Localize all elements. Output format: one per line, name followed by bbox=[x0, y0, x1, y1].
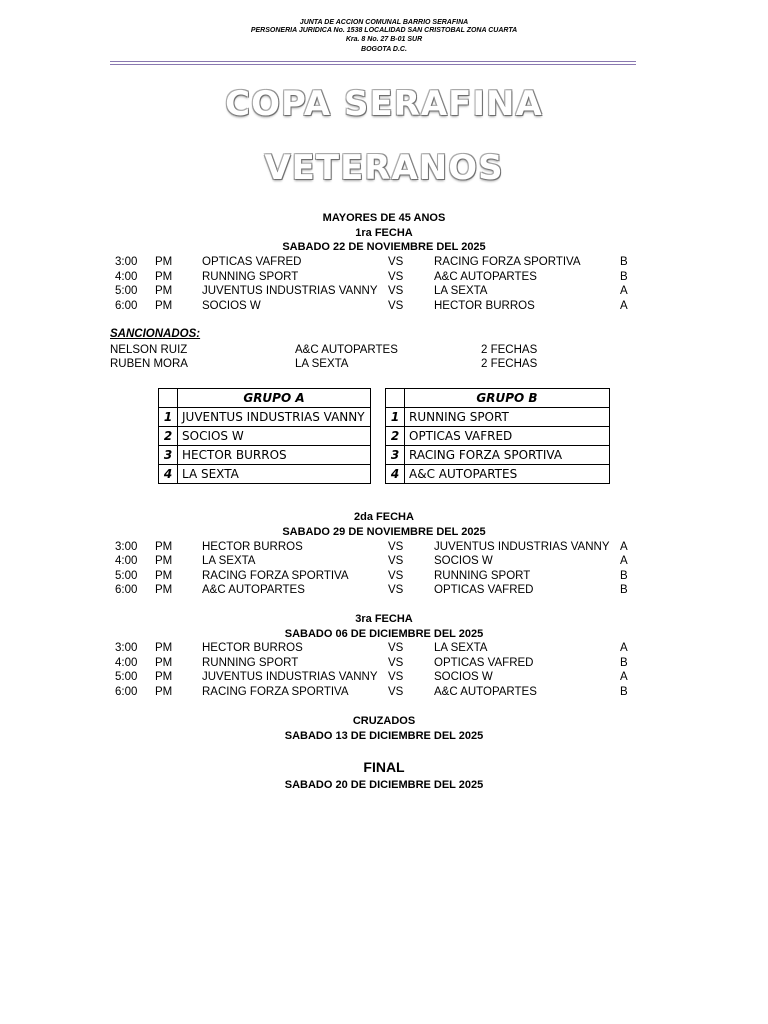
away-team: OPTICAS VAFRED bbox=[434, 584, 534, 596]
match-row bbox=[0, 583, 768, 598]
match-group: A bbox=[620, 300, 628, 312]
match-row bbox=[0, 255, 768, 270]
team-name: RACING FORZA SPORTIVA bbox=[405, 446, 610, 465]
home-team: HECTOR BURROS bbox=[202, 642, 303, 654]
round1-date: SABADO 22 DE NOVIEMBRE DEL 2025 bbox=[282, 241, 486, 253]
header-rule-bottom bbox=[110, 64, 636, 65]
away-team: SOCIOS W bbox=[434, 555, 493, 567]
match-ampm: PM bbox=[155, 300, 173, 312]
versus: VS bbox=[388, 285, 404, 297]
category-title: VETERANOS bbox=[264, 148, 504, 188]
team-name: A&C AUTOPARTES bbox=[405, 465, 610, 484]
match-time: 3:00 bbox=[115, 256, 138, 268]
home-team: LA SEXTA bbox=[202, 555, 256, 567]
match-ampm: PM bbox=[155, 285, 173, 297]
versus: VS bbox=[388, 657, 404, 669]
away-team: OPTICAS VAFRED bbox=[434, 657, 534, 669]
match-group: B bbox=[620, 584, 628, 596]
sanction-row bbox=[0, 343, 768, 358]
penalty: 2 FECHAS bbox=[481, 344, 538, 356]
versus: VS bbox=[388, 570, 404, 582]
match-time: 5:00 bbox=[115, 671, 138, 683]
group-b-table bbox=[385, 388, 610, 484]
match-row bbox=[0, 299, 768, 314]
match-ampm: PM bbox=[155, 686, 173, 698]
match-time: 3:00 bbox=[115, 541, 138, 553]
match-row bbox=[0, 540, 768, 555]
round3-name: 3ra FECHA bbox=[355, 613, 413, 625]
player-team: A&C AUTOPARTES bbox=[295, 344, 398, 356]
team-name: HECTOR BURROS bbox=[178, 446, 371, 465]
match-group: A bbox=[620, 671, 628, 683]
group-a-title: GRUPO A bbox=[178, 389, 371, 408]
team-name: OPTICAS VAFRED bbox=[405, 427, 610, 446]
versus: VS bbox=[388, 300, 404, 312]
match-time: 4:00 bbox=[115, 657, 138, 669]
header-blank bbox=[386, 389, 405, 408]
match-group: A bbox=[620, 555, 628, 567]
match-time: 6:00 bbox=[115, 584, 138, 596]
rank: 2 bbox=[159, 427, 178, 446]
versus: VS bbox=[388, 671, 404, 683]
round3-date: SABADO 06 DE DICIEMBRE DEL 2025 bbox=[284, 628, 484, 640]
team-name: SOCIOS W bbox=[178, 427, 371, 446]
versus: VS bbox=[388, 686, 404, 698]
player-name: NELSON RUIZ bbox=[110, 344, 188, 356]
table-row bbox=[159, 427, 371, 446]
match-row bbox=[0, 284, 768, 299]
away-team: RUNNING SPORT bbox=[434, 570, 531, 582]
header-rule-top bbox=[110, 61, 636, 62]
group-b-title: GRUPO B bbox=[405, 389, 610, 408]
away-team: HECTOR BURROS bbox=[434, 300, 535, 312]
match-row bbox=[0, 685, 768, 700]
table-row bbox=[386, 408, 610, 427]
match-group: B bbox=[620, 271, 628, 283]
home-team: RUNNING SPORT bbox=[202, 657, 299, 669]
penalty: 2 FECHAS bbox=[481, 358, 538, 370]
versus: VS bbox=[388, 256, 404, 268]
match-ampm: PM bbox=[155, 570, 173, 582]
final-date: SABADO 20 DE DICIEMBRE DEL 2025 bbox=[284, 779, 484, 791]
away-team: JUVENTUS INDUSTRIAS VANNY bbox=[434, 541, 610, 553]
match-time: 5:00 bbox=[115, 570, 138, 582]
home-team: OPTICAS VAFRED bbox=[202, 256, 302, 268]
player-team: LA SEXTA bbox=[295, 358, 349, 370]
sanction-row bbox=[0, 357, 768, 372]
versus: VS bbox=[388, 541, 404, 553]
home-team: HECTOR BURROS bbox=[202, 541, 303, 553]
org-name: JUNTA DE ACCION COMUNAL BARRIO SERAFINA bbox=[299, 19, 469, 26]
rank: 2 bbox=[386, 427, 405, 446]
player-name: RUBEN MORA bbox=[110, 358, 188, 370]
table-row bbox=[159, 465, 371, 484]
crossover-title: CRUZADOS bbox=[352, 715, 416, 727]
versus: VS bbox=[388, 584, 404, 596]
match-group: B bbox=[620, 686, 628, 698]
match-time: 4:00 bbox=[115, 555, 138, 567]
tournament-title: COPA SERAFINA bbox=[225, 84, 543, 124]
away-team: RACING FORZA SPORTIVA bbox=[434, 256, 581, 268]
match-group: B bbox=[620, 570, 628, 582]
match-group: B bbox=[620, 256, 628, 268]
match-time: 4:00 bbox=[115, 271, 138, 283]
match-time: 6:00 bbox=[115, 686, 138, 698]
rank: 4 bbox=[386, 465, 405, 484]
home-team: RACING FORZA SPORTIVA bbox=[202, 570, 349, 582]
table-row bbox=[159, 446, 371, 465]
match-row bbox=[0, 569, 768, 584]
crossover-date: SABADO 13 DE DICIEMBRE DEL 2025 bbox=[284, 730, 484, 742]
match-ampm: PM bbox=[155, 671, 173, 683]
match-ampm: PM bbox=[155, 584, 173, 596]
match-ampm: PM bbox=[155, 555, 173, 567]
match-row bbox=[0, 641, 768, 656]
round1-name: 1ra FECHA bbox=[355, 227, 413, 239]
match-ampm: PM bbox=[155, 642, 173, 654]
table-row bbox=[386, 465, 610, 484]
versus: VS bbox=[388, 642, 404, 654]
match-group: A bbox=[620, 541, 628, 553]
home-team: SOCIOS W bbox=[202, 300, 261, 312]
away-team: LA SEXTA bbox=[434, 285, 488, 297]
match-group: A bbox=[620, 642, 628, 654]
age-category: MAYORES DE 45 ANOS bbox=[322, 212, 446, 224]
away-team: SOCIOS W bbox=[434, 671, 493, 683]
match-row bbox=[0, 554, 768, 569]
table-row bbox=[159, 408, 371, 427]
round2-name: 2da FECHA bbox=[354, 511, 414, 523]
header-blank bbox=[159, 389, 178, 408]
match-ampm: PM bbox=[155, 657, 173, 669]
rank: 1 bbox=[386, 408, 405, 427]
rank: 1 bbox=[159, 408, 178, 427]
team-name: RUNNING SPORT bbox=[405, 408, 610, 427]
city: BOGOTA D.C. bbox=[361, 46, 407, 53]
match-ampm: PM bbox=[155, 541, 173, 553]
away-team: LA SEXTA bbox=[434, 642, 488, 654]
home-team: JUVENTUS INDUSTRIAS VANNY bbox=[202, 671, 378, 683]
versus: VS bbox=[388, 271, 404, 283]
group-a-table bbox=[158, 388, 371, 484]
team-name: LA SEXTA bbox=[178, 465, 371, 484]
match-time: 5:00 bbox=[115, 285, 138, 297]
table-row bbox=[386, 446, 610, 465]
rank: 4 bbox=[159, 465, 178, 484]
address: Kra. 8 No. 27 B-01 SUR bbox=[345, 36, 423, 43]
away-team: A&C AUTOPARTES bbox=[434, 686, 537, 698]
versus: VS bbox=[388, 555, 404, 567]
final-title: FINAL bbox=[363, 759, 405, 775]
rank: 3 bbox=[159, 446, 178, 465]
match-time: 3:00 bbox=[115, 642, 138, 654]
match-ampm: PM bbox=[155, 271, 173, 283]
home-team: RUNNING SPORT bbox=[202, 271, 299, 283]
match-row bbox=[0, 670, 768, 685]
home-team: JUVENTUS INDUSTRIAS VANNY bbox=[202, 285, 378, 297]
home-team: RACING FORZA SPORTIVA bbox=[202, 686, 349, 698]
match-row bbox=[0, 656, 768, 671]
round2-date: SABADO 29 DE NOVIEMBRE DEL 2025 bbox=[282, 526, 486, 538]
match-row bbox=[0, 270, 768, 285]
team-name: JUVENTUS INDUSTRIAS VANNY bbox=[178, 408, 371, 427]
table-row bbox=[386, 427, 610, 446]
match-time: 6:00 bbox=[115, 300, 138, 312]
home-team: A&C AUTOPARTES bbox=[202, 584, 305, 596]
away-team: A&C AUTOPARTES bbox=[434, 271, 537, 283]
match-group: A bbox=[620, 285, 628, 297]
match-ampm: PM bbox=[155, 256, 173, 268]
sanctions-title: SANCIONADOS: bbox=[110, 328, 201, 340]
match-group: B bbox=[620, 657, 628, 669]
rank: 3 bbox=[386, 446, 405, 465]
legal-registration: PERSONERIA JURIDICA No. 1538 LOCALIDAD SAN CRISTOBAL ZONA CUARTA bbox=[250, 27, 518, 34]
